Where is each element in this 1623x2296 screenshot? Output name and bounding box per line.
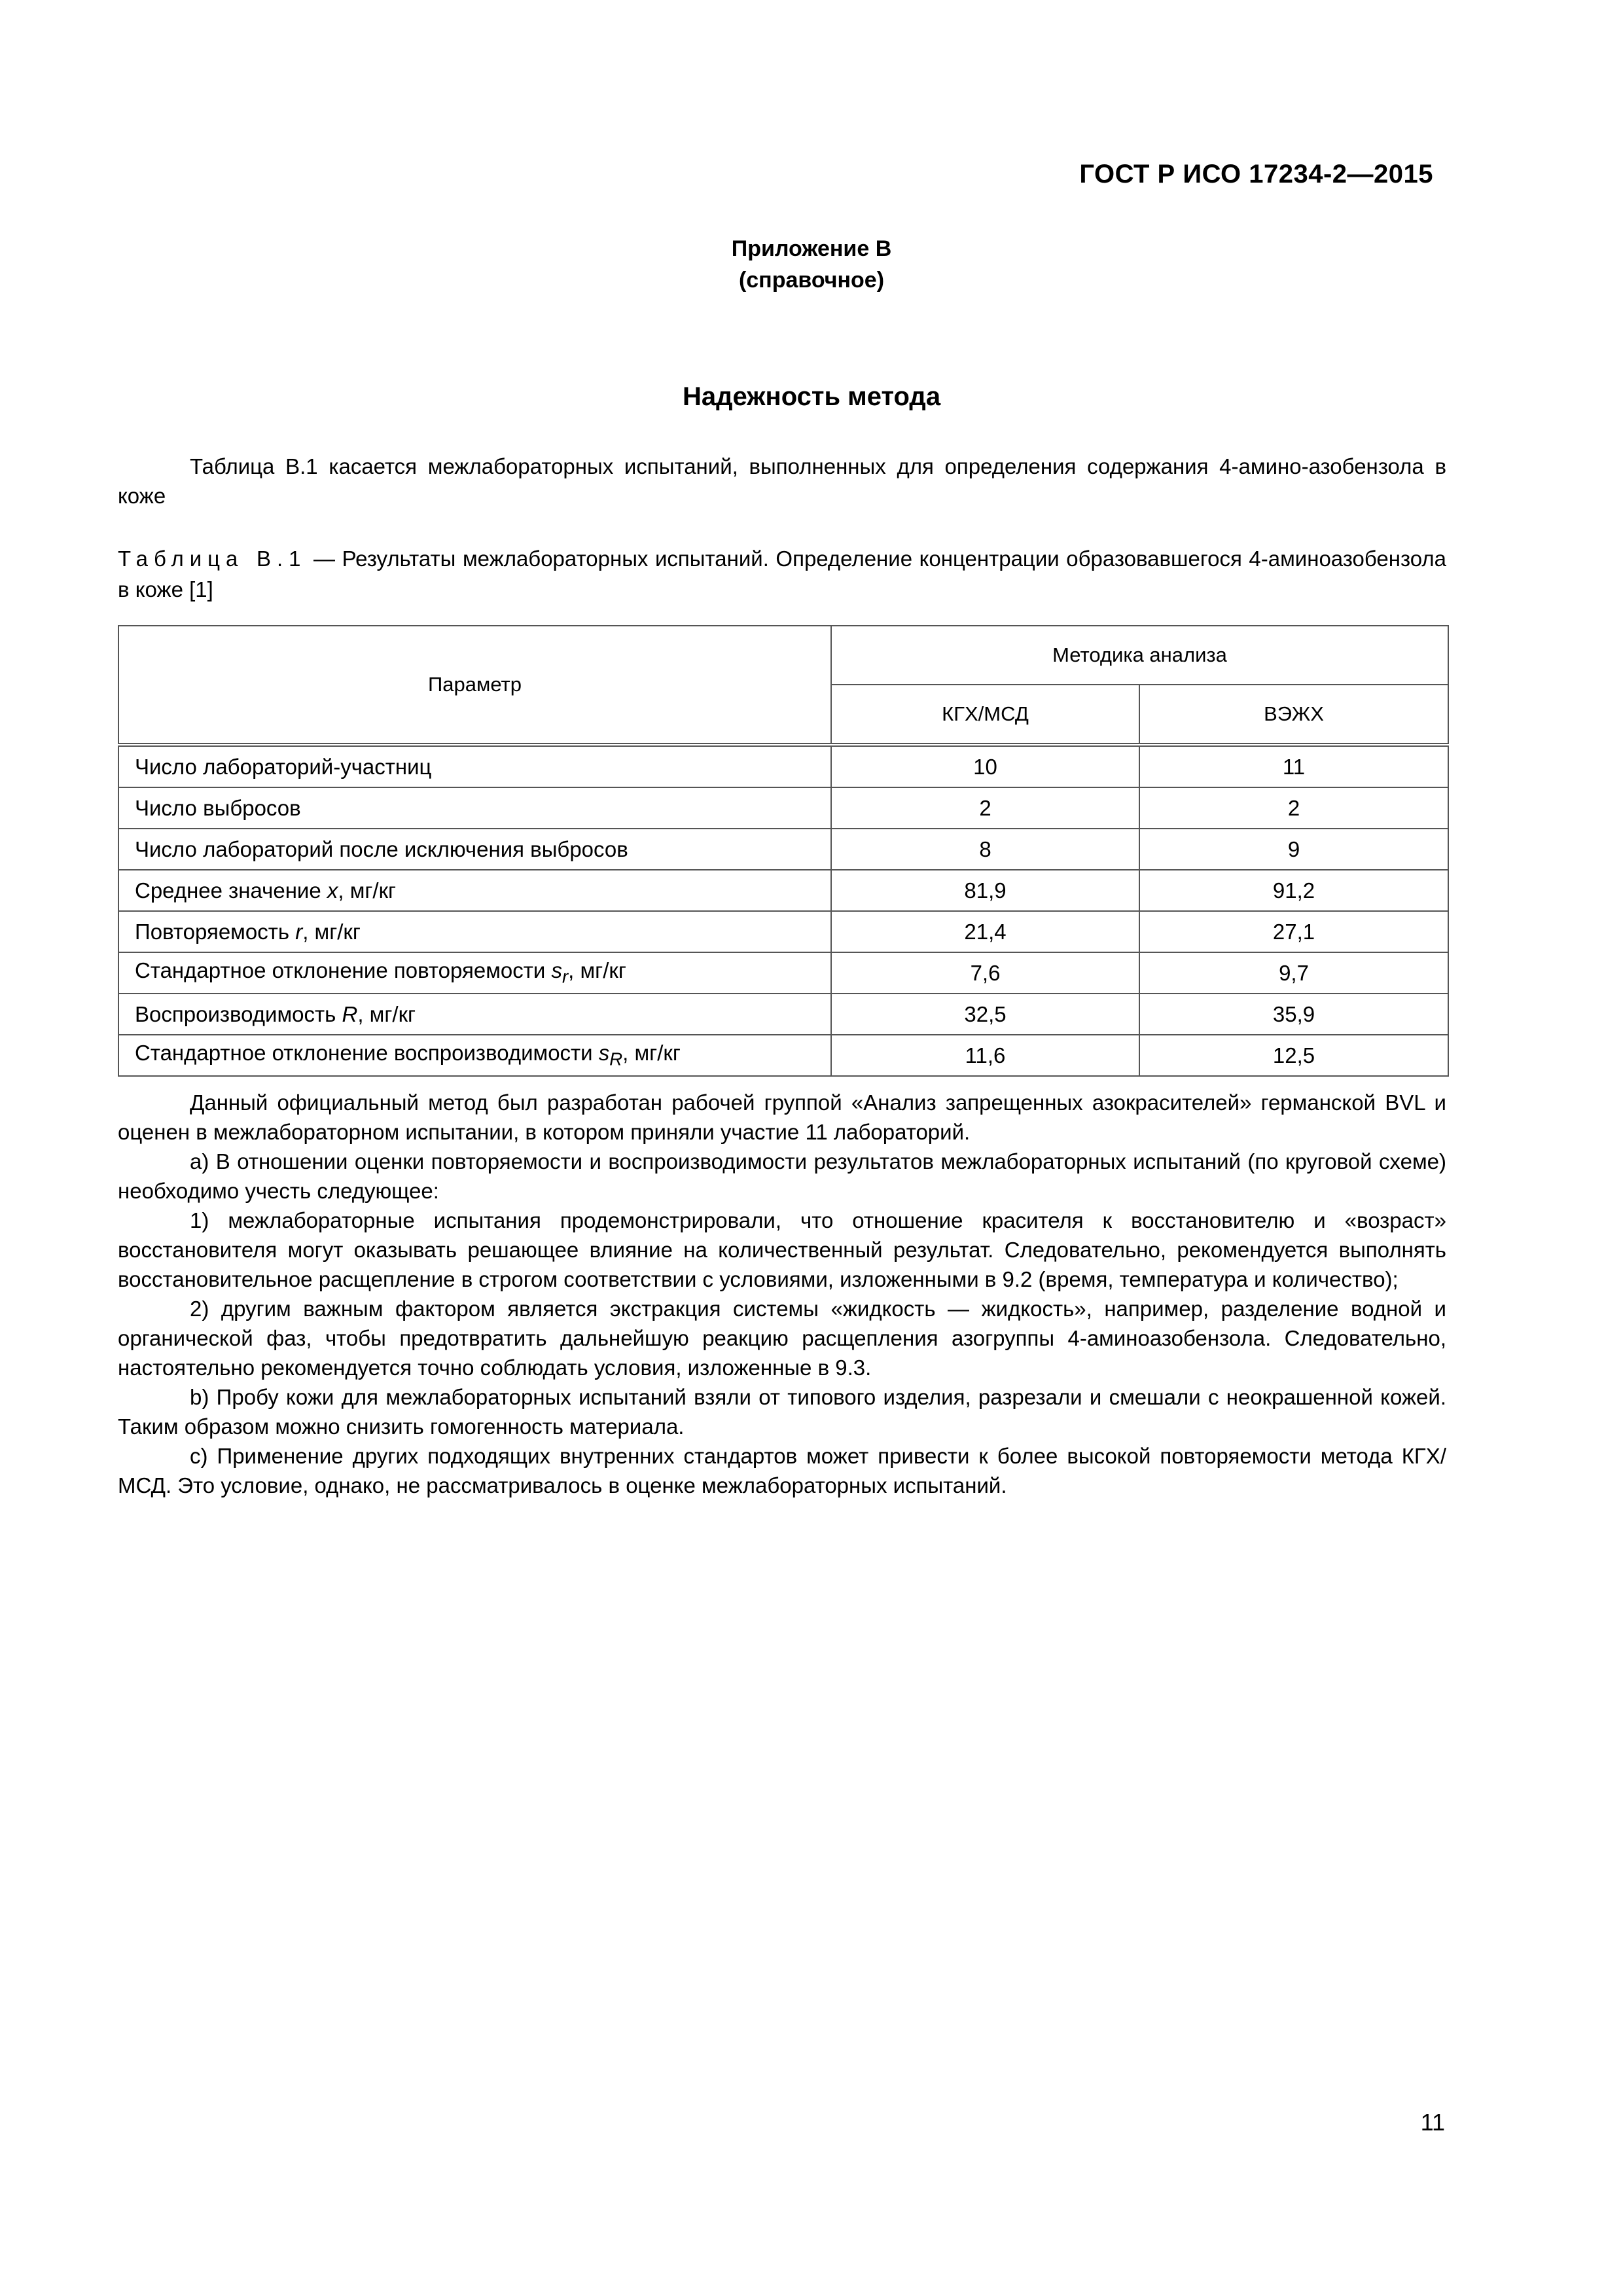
- table-row: [118, 829, 1448, 870]
- row-value-hplc: 12,5: [1139, 1035, 1448, 1076]
- intro-paragraph: Таблица В.1 касается межлабораторных испытаний, выполненных для определения содержания 4-амино-азобензола в коже: [118, 454, 1446, 508]
- symbol-s: s: [551, 958, 562, 983]
- symbol-r: r: [295, 919, 303, 944]
- symbol-subscript-r: r: [562, 966, 569, 987]
- row-value-gc-ms: 10: [831, 745, 1139, 787]
- row-value-gc-ms: 8: [831, 829, 1139, 870]
- table-row: [118, 911, 1448, 952]
- symbol-s: s: [598, 1041, 610, 1066]
- section-title: Надежность метода: [682, 382, 941, 411]
- row-value-hplc: 2: [1139, 787, 1448, 829]
- row-param: Воспроизводимость R, мг/кг: [118, 994, 831, 1035]
- row-value-gc-ms: 32,5: [831, 994, 1139, 1035]
- row-param: Число лабораторий-участниц: [118, 745, 831, 787]
- row-value-gc-ms: 2: [831, 787, 1139, 829]
- row-param: Число выбросов: [118, 787, 831, 829]
- row-value-gc-ms: 21,4: [831, 911, 1139, 952]
- appendix-title: Приложение В: [731, 236, 892, 261]
- row-value-gc-ms: 11,6: [831, 1035, 1139, 1076]
- row-value-hplc: 9: [1139, 829, 1448, 870]
- row-param: Повторяемость r, мг/кг: [118, 911, 831, 952]
- row-value-hplc: 35,9: [1139, 994, 1448, 1035]
- row-value-hplc: 11: [1139, 745, 1448, 787]
- row-param: Число лабораторий после исключения выбросов: [118, 829, 831, 870]
- table-caption: [118, 543, 1446, 605]
- symbol-subscript-R: R: [609, 1049, 623, 1069]
- row-value-hplc: 9,7: [1139, 952, 1448, 994]
- table-caption-label: Таблица В.1: [118, 547, 307, 571]
- symbol-x: x: [327, 878, 338, 903]
- paragraph: b) Пробу кожи для межлабораторных испытаний взяли от типового изделия, разрезали и смешали с неокрашенной кожей. Таким образом можно снизить гомогенность материала.: [118, 1385, 1446, 1439]
- paragraph: 2) другим важным фактором является экстракция системы «жидкость — жидкость», например, разделение водной и органической фаз, чтобы предотвратить дальнейшую реакцию расщепления азогруппы 4-аминоазобензола. Следовательно, настоятельно рекомендуется точно соблюдать условия, изложенные в 9.3.: [118, 1297, 1446, 1380]
- table-row: [118, 870, 1448, 911]
- row-param: Стандартное отклонение повторяемости $s_r$, мг/кг: [118, 952, 831, 994]
- appendix-heading: [0, 233, 1623, 296]
- header-col-hplc: ВЭЖХ: [1139, 685, 1448, 745]
- row-value-hplc: 27,1: [1139, 911, 1448, 952]
- row-value-gc-ms: 81,9: [831, 870, 1139, 911]
- table-row: [118, 1035, 1448, 1076]
- table-row: [118, 745, 1448, 787]
- symbol-R: R: [342, 1001, 358, 1026]
- table-row: [118, 787, 1448, 829]
- page-number: 11: [1420, 2109, 1445, 2136]
- body-text: [118, 1088, 1446, 1500]
- row-param: Стандартное отклонение воспроизводимости $s_R$, мг/кг: [118, 1035, 831, 1076]
- paragraph: 1) межлабораторные испытания продемонстрировали, что отношение красителя к восстановителю и «возраст» восстановителя могут оказывать решающее влияние на количественный результат. Следовательно, рекомендуется выполнять восстановительное расщепление в строгом соответствии с условиями, изложенными в 9.2 (время, температура и количество);: [118, 1208, 1446, 1291]
- document-code: ГОСТ Р ИСО 17234-2—2015: [1079, 160, 1433, 188]
- paragraph: a) В отношении оценки повторяемости и воспроизводимости результатов межлабораторных испытаний (по круговой схеме) необходимо учесть следующее:: [118, 1149, 1446, 1203]
- paragraph: c) Применение других подходящих внутренних стандартов может привести к более высокой повторяемости метода КГХ/МСД. Это условие, однако, не рассматривалось в оценке межлабораторных испытаний.: [118, 1444, 1446, 1498]
- header-col-gc-ms: КГХ/МСД: [831, 685, 1139, 745]
- row-value-gc-ms: 7,6: [831, 952, 1139, 994]
- table-row: [118, 952, 1448, 994]
- row-param: Среднее значение x, мг/кг: [118, 870, 831, 911]
- appendix-subtitle: (справочное): [738, 268, 885, 293]
- header-parameter: Параметр: [118, 626, 831, 745]
- header-method: Методика анализа: [831, 626, 1448, 685]
- table-row: [118, 994, 1448, 1035]
- row-value-hplc: 91,2: [1139, 870, 1448, 911]
- table-caption-text: — Результаты межлабораторных испытаний. Определение концентрации образовавшегося 4-аминоазобензола в коже [1]: [118, 547, 1447, 601]
- paragraph: Данный официальный метод был разработан рабочей группой «Анализ запрещенных азокрасителей» германской BVL и оценен в межлабораторном испытании, в котором приняли участие 11 лабораторий.: [118, 1090, 1446, 1144]
- results-table: [118, 625, 1449, 1077]
